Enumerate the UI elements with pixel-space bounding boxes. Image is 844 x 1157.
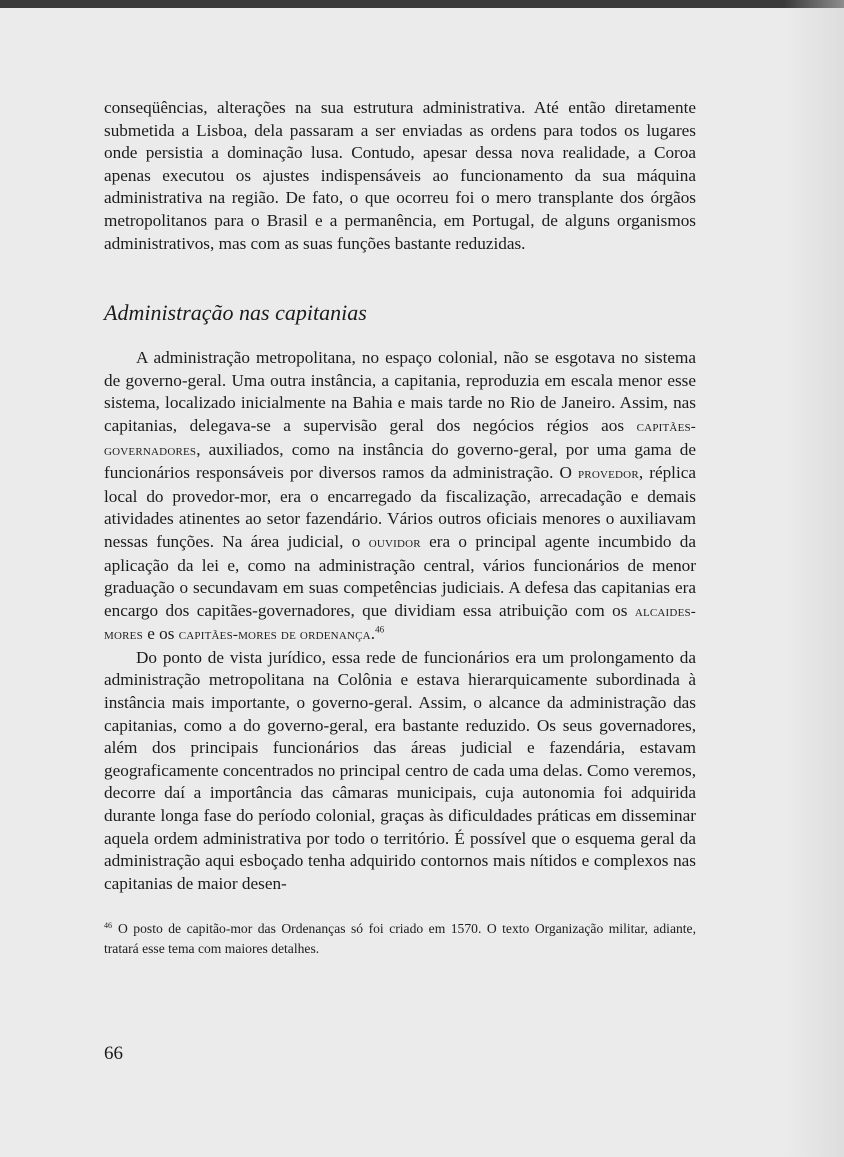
page-right-edge-shadow [784,0,844,1157]
page-number: 66 [104,1043,123,1064]
paragraph-2-text-5: e os [142,624,179,644]
footnote [104,919,696,959]
paragraph-2 [104,347,696,647]
paragraph-3: Do ponto de vista jurídico, essa rede de funcionários era um prolongamento da administração metropolitana na Colônia e estava hierarquicamente subordinada à instância mais importante, o governo-geral. Assim, o alcance da administração das capitanias, como a do governo-geral, era bastante reduzido. Os seus governadores, além dos principais funcionários das áreas judicial e fazendária, estavam geograficamente concentrados no principal centro de cada uma delas. Como veremos, decorre daí a importância das câmaras municipais, cuja autonomia foi adquirida durante longa fase do período colonial, graças às dificuldades práticas em disseminar aquela ordem administrativa por todo o território. É possível que o esquema geral da administração aqui esboçado tenha adquirido contornos mais nítidos e complexos nas capitanias de maior desen- [104,647,696,893]
page-top-edge [0,0,844,8]
paragraph-2-text-1: A administração metropolitana, no espaço colonial, não se esgotava no sistema de governo-geral. Uma outra instância, a capitania, reproduzia em escala menor esse sistema, localizado inicialmente na Bahia e mais tarde no Rio de Janeiro. Assim, nas capitanias, delegava-se a supervisão geral dos negócios régios aos [104,348,696,435]
term-capitaes-mores-de-ordenanca: capitães-mores de ordenança [178,627,371,644]
footnote-text: O posto de capitão-mor das Ordenanças só foi criado em 1570. O texto Organização militar, adiante, tratará esse tema com maiores detalhes. [104,921,696,957]
footnote-number: 46 [104,920,112,930]
page-content [104,97,696,973]
term-provedor: provedor [577,466,639,483]
paragraph-2-text-6: . [370,624,376,644]
term-alcaides-mores: alcaides-mores [104,603,696,644]
section-heading: Administração nas capitanias [104,300,367,326]
paragraph-1: conseqüências, alterações na sua estrutura administrativa. Até então diretamente submetida a Lisboa, dela passaram a ser enviadas as ordens para todos os lugares onde persistia a dominação lusa. Contudo, apesar dessa nova realidade, a Coroa apenas executou os ajustes indispensáveis ao funcionamento da sua máquina administrativa na região. De fato, o que ocorreu foi o mero transplante dos órgãos metropolitanos para o Brasil e a permanência, em Portugal, de alguns organismos administrativos, mas com as suas funções bastante reduzidas. [104,98,696,253]
paragraph-2-text-3: , réplica local do provedor-mor, era o encarregado da fiscalização, arrecadação e demais atividades atinentes ao setor fazendário. Vários outros oficiais menores o auxiliavam nessas funções. Na área judicial, o [104,463,696,551]
footnote-reference[interactable]: 46 [375,624,385,635]
term-ouvidor: ouvidor [368,534,421,551]
term-capitaes-governadores: capitães-governadores [104,418,696,459]
paragraph-2-text-2: , auxiliados, como na instância do governo-geral, por uma gama de funcionários responsáveis por diversos ramos da administração. O [104,439,696,483]
paragraph-2-text-4: era o principal agente incumbido da aplicação da lei e, como na administração central, vários funcionários de menor graduação o secundavam em suas competências judiciais. A defesa das capitanias era encargo dos capitães-governadores, que dividiam essa atribuição com os [104,531,696,620]
